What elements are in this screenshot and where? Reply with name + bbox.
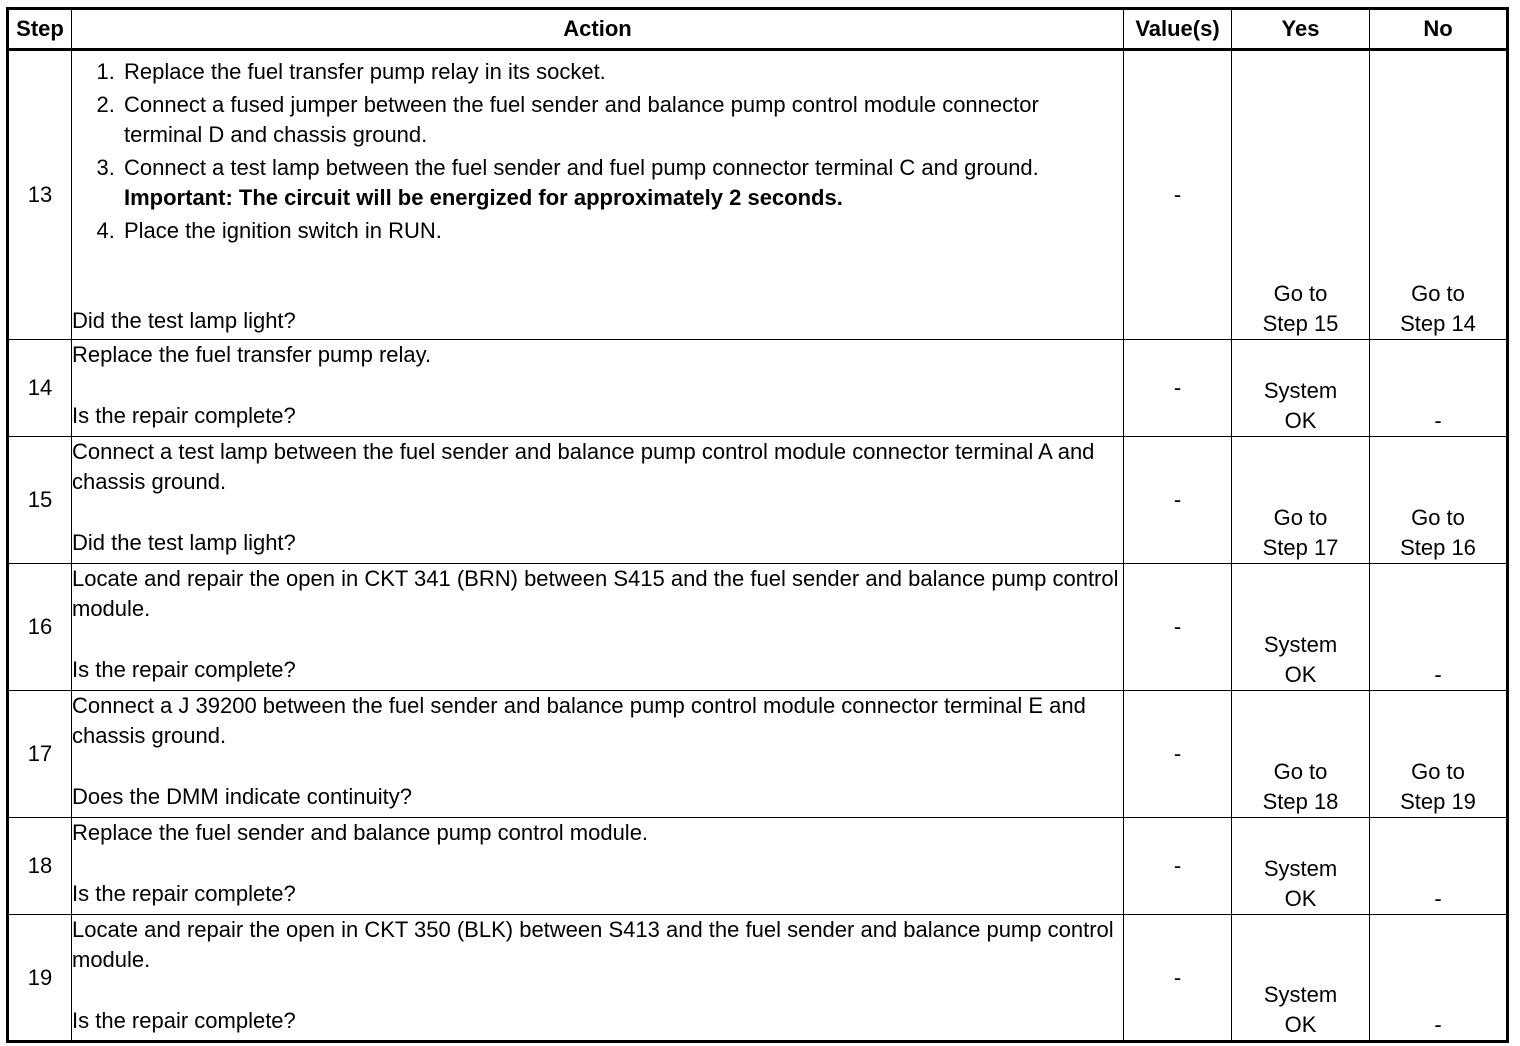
question-text: Did the test lamp light?	[72, 530, 296, 555]
value-cell: -	[1124, 564, 1232, 691]
yes-result: Step 17	[1262, 535, 1339, 560]
value-cell: -	[1124, 691, 1232, 818]
yes-result: System	[1263, 378, 1338, 403]
action-text: Connect a test lamp between the fuel sender and balance pump control module connector terminal A and chassis ground.	[72, 439, 1095, 494]
value-cell: -	[1124, 818, 1232, 915]
step-number: 14	[8, 340, 72, 437]
question-text: Is the repair complete?	[72, 403, 296, 428]
no-result: Go to	[1411, 505, 1465, 530]
value-cell: -	[1124, 50, 1232, 340]
yes-result: Go to	[1273, 759, 1328, 784]
question-text: Is the repair complete?	[72, 881, 296, 906]
procedure-list	[72, 57, 1123, 246]
step-number: 16	[8, 564, 72, 691]
yes-result: Step 15	[1262, 311, 1339, 336]
list-item: 1. Replace the fuel transfer pump relay in its socket.	[121, 57, 1123, 87]
step-number: 18	[8, 818, 72, 915]
no-result: Go to	[1411, 759, 1465, 784]
no-cell	[1370, 50, 1508, 340]
action-cell	[72, 437, 1124, 564]
yes-cell	[1232, 915, 1370, 1042]
no-result: Go to	[1411, 281, 1465, 306]
action-text: Locate and repair the open in CKT 350 (BLK) between S413 and the fuel sender and balance pump control module.	[72, 917, 1114, 972]
important-note: Important: The circuit will be energized for approximately 2 seconds.	[124, 185, 843, 210]
values-header: Value(s)	[1124, 9, 1232, 50]
list-item: 2. Connect a fused jumper between the fuel sender and balance pump control module connector terminal D and chassis ground.	[121, 90, 1123, 150]
question-text: Did the test lamp light?	[72, 308, 296, 333]
yes-result: Go to	[1273, 281, 1328, 306]
yes-result: Step 18	[1262, 789, 1339, 814]
list-item-text: Connect a test lamp between the fuel sender and fuel pump connector terminal C and ground.	[124, 155, 1039, 180]
action-cell	[72, 691, 1124, 818]
yes-cell	[1232, 437, 1370, 564]
step-number: 13	[8, 50, 72, 340]
action-header: Action	[72, 9, 1124, 50]
yes-result: OK	[1284, 886, 1317, 911]
table-row	[8, 915, 1508, 1042]
table-row	[8, 50, 1508, 340]
step-number: 15	[8, 437, 72, 564]
action-cell	[72, 340, 1124, 437]
header-row	[8, 9, 1508, 50]
yes-result: System	[1263, 982, 1338, 1007]
yes-cell	[1232, 50, 1370, 340]
no-result: -	[1434, 1012, 1442, 1037]
no-cell	[1370, 437, 1508, 564]
no-result: Step 14	[1400, 311, 1476, 336]
table-row	[8, 818, 1508, 915]
question-text: Is the repair complete?	[72, 657, 296, 682]
yes-result: System	[1263, 632, 1338, 657]
no-result: Step 16	[1400, 535, 1476, 560]
no-cell	[1370, 340, 1508, 437]
yes-result: System	[1263, 856, 1338, 881]
no-header: No	[1370, 9, 1508, 50]
action-text: Locate and repair the open in CKT 341 (BRN) between S415 and the fuel sender and balance pump control module.	[72, 566, 1119, 621]
step-header: Step	[8, 9, 72, 50]
yes-cell	[1232, 691, 1370, 818]
yes-result: OK	[1284, 662, 1317, 687]
table-row	[8, 691, 1508, 818]
yes-result: Go to	[1273, 505, 1328, 530]
yes-cell	[1232, 564, 1370, 691]
list-item	[121, 153, 1123, 213]
step-number: 19	[8, 915, 72, 1042]
yes-header: Yes	[1232, 9, 1370, 50]
no-cell	[1370, 915, 1508, 1042]
no-cell	[1370, 818, 1508, 915]
list-item: 4. Place the ignition switch in RUN.	[121, 216, 1123, 246]
value-cell: -	[1124, 915, 1232, 1042]
table-row	[8, 437, 1508, 564]
value-cell: -	[1124, 340, 1232, 437]
no-result: -	[1434, 408, 1442, 433]
question-text: Does the DMM indicate continuity?	[72, 784, 412, 809]
no-cell	[1370, 564, 1508, 691]
action-cell	[72, 915, 1124, 1042]
table-row	[8, 564, 1508, 691]
no-result: -	[1434, 662, 1442, 687]
action-text: Replace the fuel sender and balance pump control module.	[72, 820, 649, 845]
yes-result: OK	[1284, 1012, 1317, 1037]
no-result: -	[1434, 886, 1442, 911]
yes-cell	[1232, 340, 1370, 437]
action-cell	[72, 564, 1124, 691]
value-cell: -	[1124, 437, 1232, 564]
action-text: Connect a J 39200 between the fuel sender and balance pump control module connector terminal E and chassis ground.	[72, 693, 1086, 748]
yes-result: OK	[1284, 408, 1317, 433]
action-cell	[72, 50, 1124, 340]
step-number: 17	[8, 691, 72, 818]
diagnostic-table	[6, 7, 1509, 1043]
no-cell	[1370, 691, 1508, 818]
table-row	[8, 340, 1508, 437]
action-cell	[72, 818, 1124, 915]
no-result: Step 19	[1400, 789, 1476, 814]
question-text: Is the repair complete?	[72, 1008, 296, 1033]
yes-cell	[1232, 818, 1370, 915]
action-text: Replace the fuel transfer pump relay.	[72, 342, 432, 367]
